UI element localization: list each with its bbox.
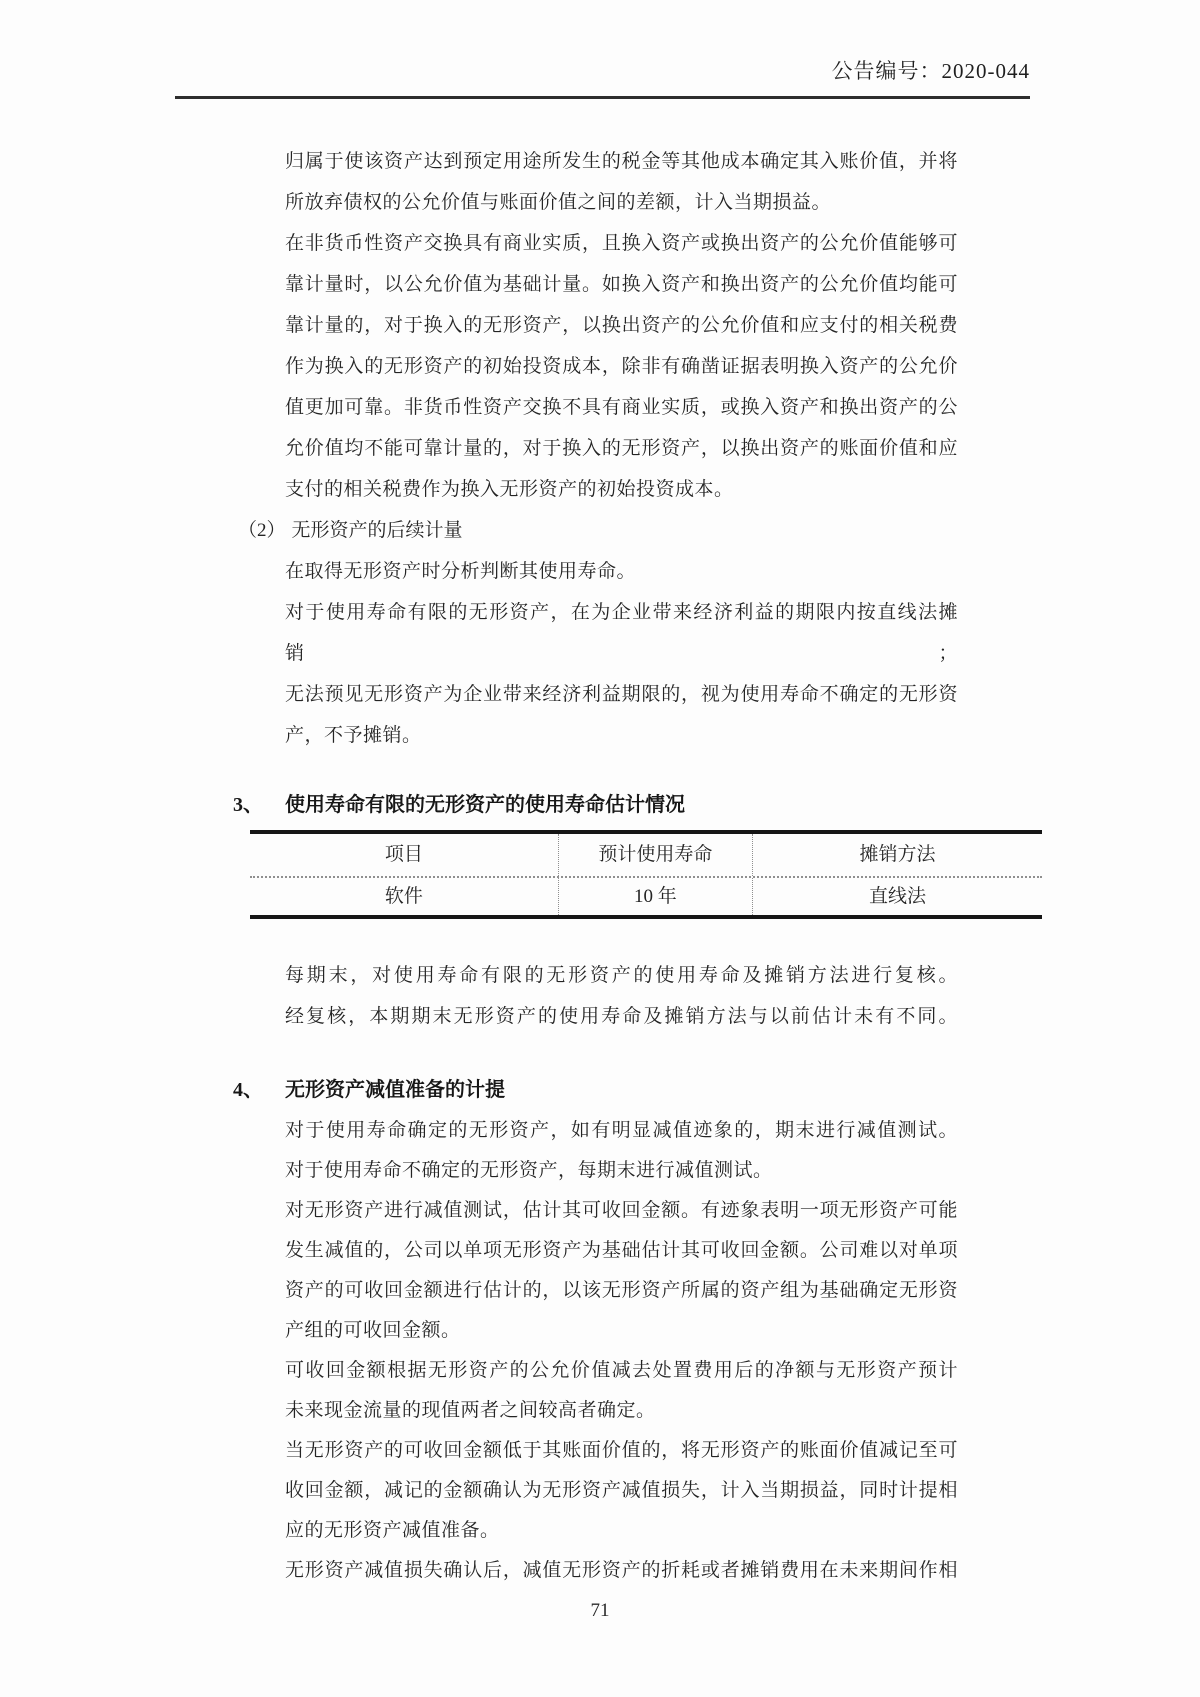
- item-2-paragraph: [0, 551, 1200, 756]
- text-line: 靠计量的，对于换入的无形资产，以换出资产的公允价值和应支付的相关税费: [285, 315, 958, 336]
- table-cell-item: 软件: [250, 878, 559, 915]
- section-4-heading: [233, 1075, 1200, 1105]
- table-row: [250, 878, 1042, 915]
- text-line: 对于使用寿命不确定的无形资产，每期末进行减值测试。: [285, 1160, 773, 1181]
- text-line: 对于使用寿命确定的无形资产，如有明显减值迹象的，期末进行减值测试。: [285, 1120, 958, 1141]
- text-line: 发生减值的，公司以单项无形资产为基础估计其可收回金额。公司难以对单项: [285, 1240, 958, 1261]
- table-header-row: [250, 834, 1042, 878]
- text-line: 经复核，本期期末无形资产的使用寿命及摊销方法与以前估计未有不同。: [285, 1006, 958, 1027]
- section-4-number: 4、: [233, 1079, 263, 1101]
- text-line: 归属于使该资产达到预定用途所发生的税金等其他成本确定其入账价值，并将: [285, 151, 958, 172]
- text-line: 对无形资产进行减值测试，估计其可收回金额。有迹象表明一项无形资产可能: [285, 1200, 958, 1221]
- text-line: 在非货币性资产交换具有商业实质，且换入资产或换出资产的公允价值能够可: [285, 233, 958, 254]
- text-line: 对于使用寿命有限的无形资产，在为企业带来经济利益的期限内按直线法摊销；: [285, 602, 958, 664]
- header-rule: [175, 96, 1030, 99]
- section-3-number: 3、: [233, 794, 263, 816]
- text-line: 每期末，对使用寿命有限的无形资产的使用寿命及摊销方法进行复核。: [285, 965, 958, 986]
- text-line: 靠计量时，以公允价值为基础计量。如换入资产和换出资产的公允价值均能可: [285, 274, 958, 295]
- text-line: 资产的可收回金额进行估计的，以该无形资产所属的资产组为基础确定无形资: [285, 1280, 958, 1301]
- text-line: 产组的可收回金额。: [285, 1320, 461, 1341]
- table-header-expected-life: 预计使用寿命: [559, 834, 753, 876]
- text-line: 产，不予摊销。: [285, 725, 422, 746]
- text-line: 未来现金流量的现值两者之间较高者确定。: [285, 1400, 656, 1421]
- announcement-number: 公告编号：2020-044: [831, 59, 1030, 83]
- page-number: 71: [590, 1600, 610, 1621]
- text-line: 无法预见无形资产为企业带来经济利益期限的，视为使用寿命不确定的无形资: [285, 684, 958, 705]
- item-2-label: （2）: [238, 520, 286, 541]
- text-line: 值更加可靠。非货币性资产交换不具有商业实质，或换入资产和换出资产的公: [285, 397, 958, 418]
- text-line: 应的无形资产减值准备。: [285, 1520, 500, 1541]
- item-2-title: 无形资产的后续计量: [291, 520, 463, 541]
- text-line: 支付的相关税费作为换入无形资产的初始投资成本。: [285, 479, 734, 500]
- section-4-title: 无形资产减值准备的计提: [285, 1079, 505, 1101]
- text-line: 允价值均不能可靠计量的，对于换入的无形资产，以换出资产的账面价值和应: [285, 438, 958, 459]
- page-header: [175, 0, 1030, 86]
- item-2-heading: [238, 510, 958, 551]
- section-3-title: 使用寿命有限的无形资产的使用寿命估计情况: [285, 794, 685, 816]
- table-header-item: 项目: [250, 834, 559, 876]
- text-line: 所放弃债权的公允价值与账面价值之间的差额，计入当期损益。: [285, 192, 832, 213]
- text-line: 作为换入的无形资产的初始投资成本，除非有确凿证据表明换入资产的公允价: [285, 356, 958, 377]
- document-body: [0, 141, 1200, 1591]
- text-line: 当无形资产的可收回金额低于其账面价值的，将无形资产的账面价值减记至可: [285, 1440, 958, 1461]
- table-header-amortization-method: 摊销方法: [859, 844, 936, 865]
- text-line: 可收回金额根据无形资产的公允价值减去处置费用后的净额与无形资产预计: [285, 1360, 958, 1381]
- text-line: 在取得无形资产时分析判断其使用寿命。: [285, 561, 637, 582]
- section-4-paragraph: [0, 1111, 1200, 1591]
- section-3-heading: [233, 790, 1200, 820]
- table-cell-amortization-method: 直线法: [868, 886, 926, 907]
- intro-paragraph: [0, 141, 1200, 510]
- text-line: 无形资产减值损失确认后，减值无形资产的折耗或者摊销费用在未来期间作相: [285, 1560, 958, 1581]
- table-cell-expected-life: 10 年: [559, 878, 753, 915]
- text-line: 收回金额，减记的金额确认为无形资产减值损失，计入当期损益，同时计提相: [285, 1480, 958, 1501]
- review-paragraph: [0, 955, 1200, 1037]
- useful-life-table: [250, 830, 1042, 919]
